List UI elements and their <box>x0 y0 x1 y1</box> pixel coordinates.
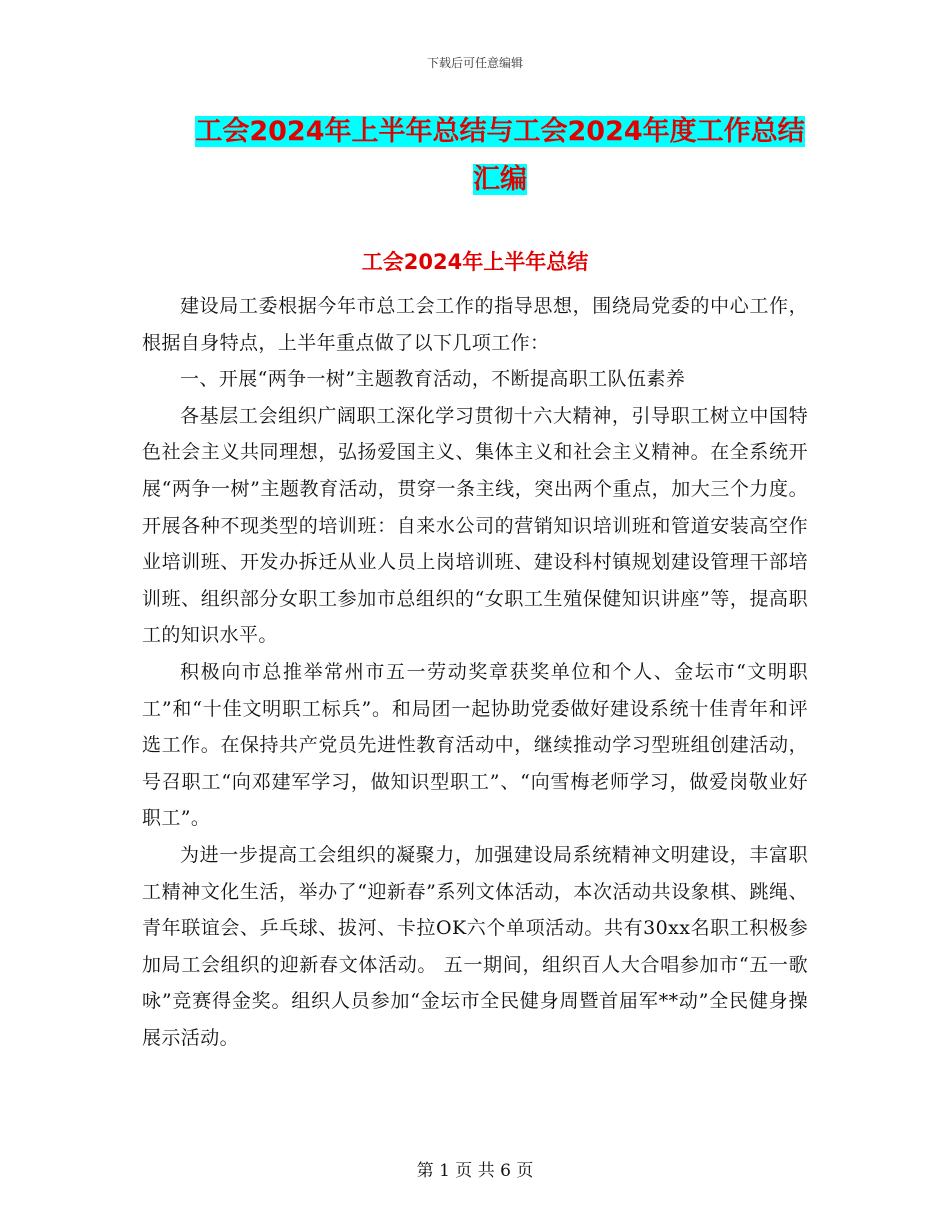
document-title-text: 工会2024年上半年总结与工会2024年度工作总结汇编 <box>195 116 805 195</box>
document-body <box>142 288 808 1056</box>
section-title: 工会2024年上半年总结 <box>361 250 589 274</box>
paragraph-activities: 为进一步提高工会组织的凝聚力，加强建设局系统精神文明建设，丰富职工精神文化生活，举办了“迎新春”系列文体活动，本次活动共设象棋、跳绳、青年联谊会、乒乓球、拔河、卡拉OK六个单项活动。共有30xx名职工积极参加局工会组织的迎新春文体活动。 五一期间，组织百人大合唱参加市“五一歌咏”竞赛得金奖。组织人员参加“金坛市全民健身周暨首届军**动”全民健身操展示活动。 <box>142 843 808 1049</box>
page-footer: 第 1 页 共 6 页 <box>416 1161 534 1181</box>
paragraph-intro: 建设局工委根据今年市总工会工作的指导思想，围绕局党委的中心工作，根据自身特点，上半年重点做了以下几项工作： <box>142 295 808 354</box>
paragraph-heading-1: 一、开展“两争一树”主题教育活动，不断提高职工队伍素养 <box>180 368 686 391</box>
document-title <box>195 108 805 204</box>
paragraph-awards: 积极向市总推举常州市五一劳动奖章获奖单位和个人、金坛市“文明职工”和“十佳文明职工标兵”。和局团一起协助党委做好建设系统十佳青年和评选工作。在保持共产党员先进性教育活动中，继续推动学习型班组创建活动，号召职工“向邓建军学习，做知识型职工”、“向雪梅老师学习，做爱岗敬业好职工”。 <box>142 660 808 830</box>
header-note: 下载后可任意编辑 <box>426 56 523 70</box>
paragraph-training: 各基层工会组织广阔职工深化学习贯彻十六大精神，引导职工树立中国特色社会主义共同理想，弘扬爱国主义、集体主义和社会主义精神。在全系统开展“两争一树”主题教育活动，贯穿一条主线，突出两个重点，加大三个力度。开展各种不现类型的培训班：自来水公司的营销知识培训班和管道安装高空作业培训班、开发办拆迁从业人员上岗培训班、建设科村镇规划建设管理干部培训班、组织部分女职工参加市总组织的“女职工生殖保健知识讲座”等，提高职工的知识水平。 <box>142 404 808 647</box>
